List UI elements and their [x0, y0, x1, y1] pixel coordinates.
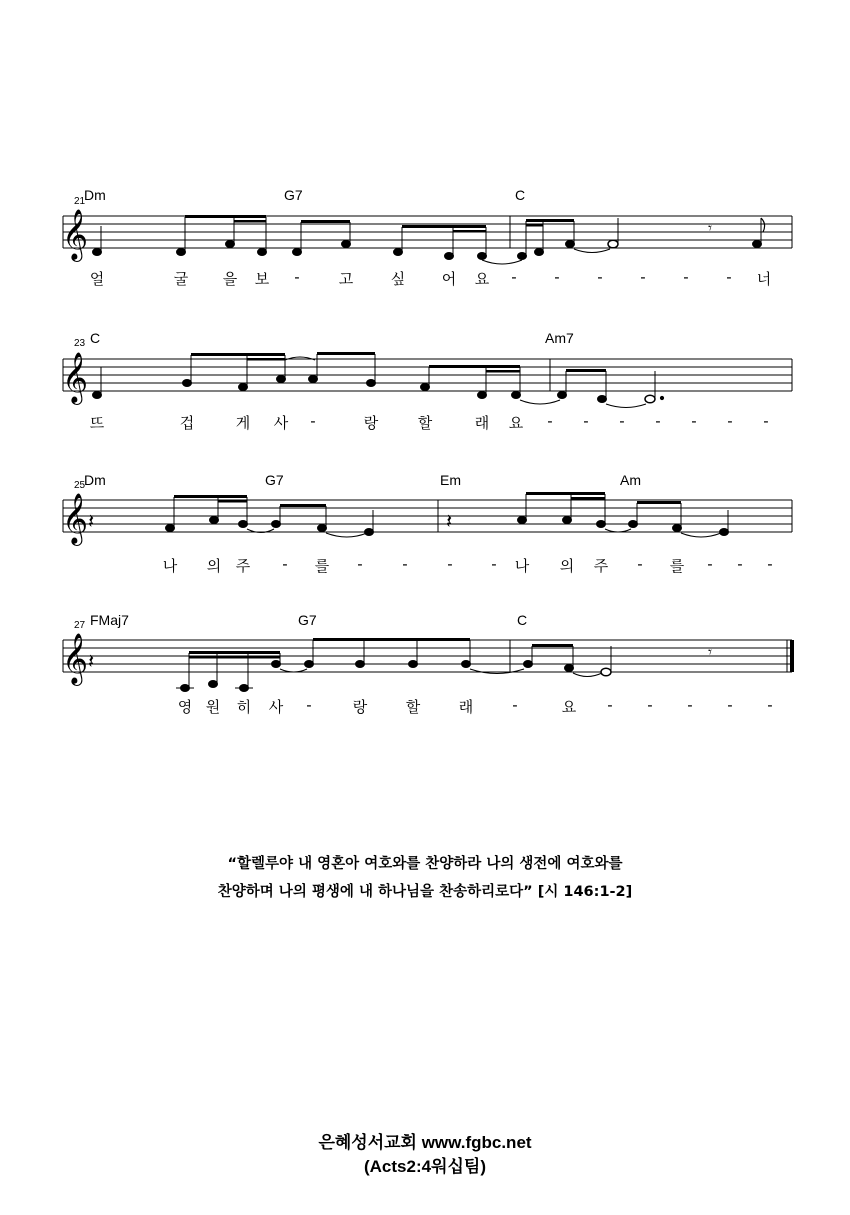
lyric-syllable: 보	[254, 270, 270, 288]
svg-text:𝄾: 𝄾	[708, 643, 712, 661]
lyric-syllable: -	[583, 412, 589, 430]
scripture-verse-line: “할렐루야 내 영혼아 여호와를 찬양하라 나의 생전에 여호와를	[227, 856, 623, 872]
lyric-syllable: -	[647, 696, 653, 714]
lyric-syllable: 할	[405, 698, 421, 716]
svg-text:𝄽: 𝄽	[88, 509, 95, 533]
lyric-syllable: 고	[338, 270, 354, 288]
lyric-syllable: -	[306, 696, 312, 714]
chord-symbol: Dm	[84, 472, 106, 488]
lyric-syllable: 나	[514, 557, 530, 575]
final-barline	[790, 640, 794, 672]
lyric-syllable: 원	[205, 698, 221, 716]
lyric-syllable: 요	[508, 414, 524, 432]
measure-number: 23	[74, 338, 86, 349]
lyric-syllable: 할	[417, 414, 433, 432]
lyric-syllable: 굴	[173, 270, 189, 288]
lyric-syllable: -	[737, 555, 743, 573]
lyric-syllable: -	[402, 555, 408, 573]
lyric-syllable: 얼	[89, 270, 105, 288]
svg-text:𝄞: 𝄞	[62, 493, 89, 544]
svg-text:𝄾: 𝄾	[708, 219, 712, 237]
svg-text:𝄞: 𝄞	[62, 633, 89, 684]
lyric-syllable: 를	[669, 557, 685, 575]
measure-number: 25	[74, 480, 86, 491]
chord-symbol: C	[517, 612, 528, 628]
lyric-syllable: 을	[222, 270, 238, 288]
lyric-syllable: 요	[474, 270, 490, 288]
lyric-syllable: -	[619, 412, 625, 430]
chord-symbol: FMaj7	[90, 612, 129, 628]
svg-text:𝄞: 𝄞	[62, 209, 89, 260]
lyric-syllable: -	[727, 412, 733, 430]
lyric-syllable: -	[691, 412, 697, 430]
lyric-syllable: 래	[474, 414, 490, 432]
chord-symbol: Dm	[84, 187, 106, 203]
lyric-syllable: 를	[314, 557, 330, 575]
svg-text:𝄞: 𝄞	[62, 352, 89, 403]
lyric-syllable: -	[637, 555, 643, 573]
lyric-syllable: 랑	[363, 414, 379, 432]
chord-symbol: G7	[298, 612, 317, 628]
lyric-syllable: -	[727, 696, 733, 714]
lyric-syllable: -	[512, 696, 518, 714]
lyric-syllable: 요	[561, 698, 577, 716]
lyric-syllable: 영	[177, 698, 193, 716]
church-footer: 은혜성서교회 www.fgbc.net	[318, 1133, 532, 1152]
lyric-syllable: -	[655, 412, 661, 430]
lyric-syllable: 래	[458, 698, 474, 716]
lyric-syllable: 사	[273, 414, 289, 432]
lyric-syllable: -	[447, 555, 453, 573]
lyric-syllable: 너	[756, 270, 772, 288]
chord-symbol: C	[90, 330, 101, 346]
lyric-syllable: 주	[235, 557, 251, 575]
measure-number: 21	[74, 196, 86, 207]
lyric-syllable: -	[357, 555, 363, 573]
lyric-syllable: -	[310, 412, 316, 430]
team-credit: (Acts2:4워십팀)	[363, 1157, 486, 1176]
lyric-syllable: 나	[162, 557, 178, 575]
lyric-syllable: -	[554, 268, 560, 286]
lyric-syllable: -	[767, 696, 773, 714]
measure-number: 27	[74, 620, 86, 631]
chord-symbol: C	[515, 187, 526, 203]
chord-symbol: G7	[284, 187, 303, 203]
lyric-syllable: -	[294, 268, 300, 286]
lyric-syllable: 뜨	[89, 414, 105, 432]
lyric-syllable: 어	[441, 270, 457, 288]
treble-clef-icon	[62, 633, 88, 686]
svg-text:𝄽: 𝄽	[446, 509, 453, 533]
lyric-syllable: -	[511, 268, 517, 286]
scripture-verse-line: 찬양하며 나의 평생에 내 하나님을 찬송하리로다” [시 146:1-2]	[217, 884, 633, 900]
lyric-syllable: 의	[559, 557, 575, 575]
lyric-syllable: -	[640, 268, 646, 286]
lyric-syllable: -	[726, 268, 732, 286]
lyric-syllable: 주	[593, 557, 609, 575]
chord-symbol: G7	[265, 472, 284, 488]
lyric-syllable: -	[491, 555, 497, 573]
lyric-syllable: 겁	[179, 414, 195, 432]
lyric-syllable: 의	[206, 557, 222, 575]
svg-text:𝄽: 𝄽	[88, 649, 95, 673]
lyric-syllable: 랑	[352, 698, 368, 716]
chord-symbol: Am7	[545, 330, 574, 346]
lyric-syllable: -	[763, 412, 769, 430]
lyric-syllable: 게	[235, 414, 251, 432]
lyric-syllable: -	[683, 268, 689, 286]
lyric-syllable: -	[687, 696, 693, 714]
lyric-syllable: -	[607, 696, 613, 714]
chord-symbol: Am	[620, 472, 641, 488]
lyric-syllable: -	[282, 555, 288, 573]
lyric-syllable: -	[597, 268, 603, 286]
chord-symbol: Em	[440, 472, 461, 488]
lyric-syllable: -	[707, 555, 713, 573]
lyric-syllable: 사	[268, 698, 284, 716]
lyric-syllable: 싶	[390, 270, 406, 288]
lyric-syllable: 히	[236, 698, 252, 716]
lyric-syllable: -	[767, 555, 773, 573]
lyric-syllable: -	[547, 412, 553, 430]
